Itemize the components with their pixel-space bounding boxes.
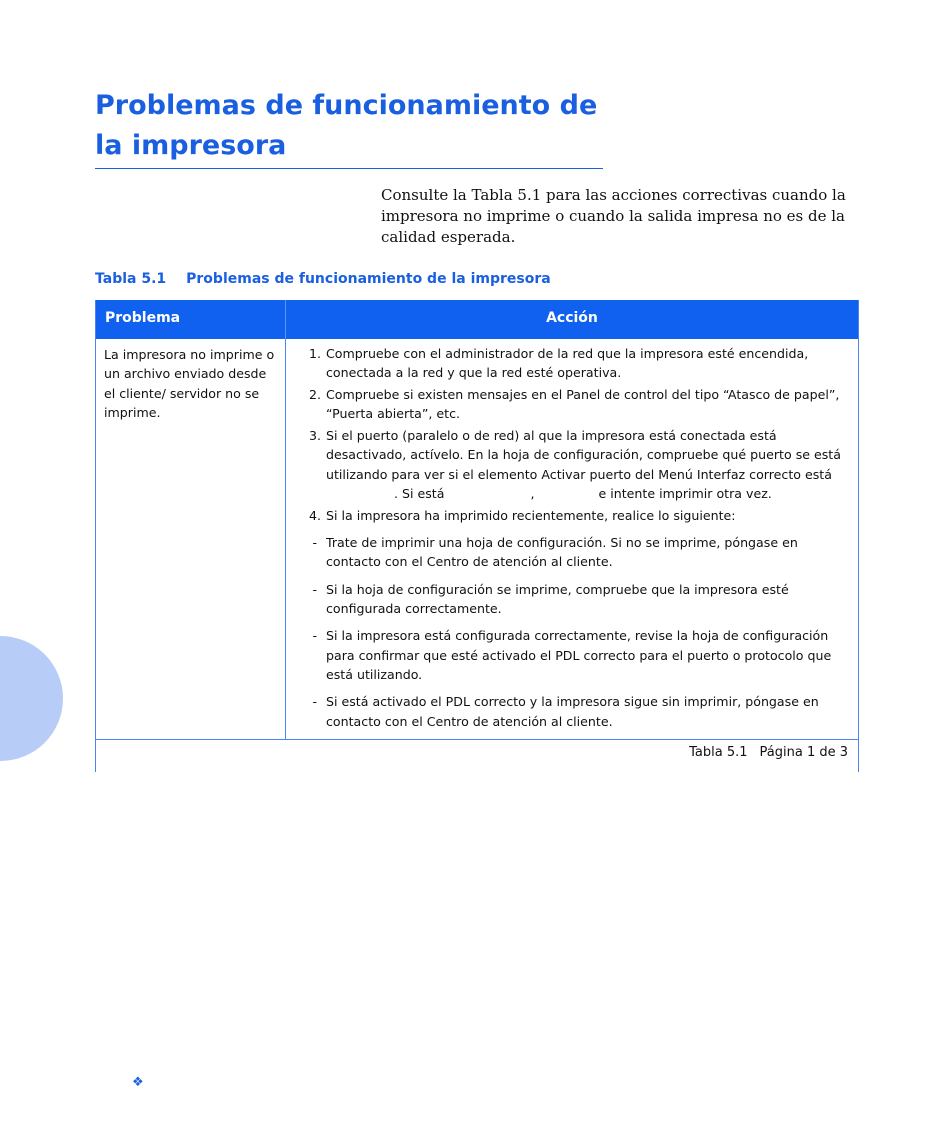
- substep-text: Si está activado el PDL correcto y la impresora sigue sin imprimir, póngase en contacto con el Centro de atención al cliente.: [326, 694, 819, 729]
- step-text-part-d: e intente imprimir otra vez.: [598, 486, 772, 502]
- table-caption-text: Problemas de funcionamiento de la impresora: [186, 271, 551, 287]
- page-title-line-2: la impresora: [95, 130, 287, 161]
- step-text-part-b: . Si está: [394, 486, 445, 502]
- page-title: [95, 86, 635, 166]
- action-step-2: [286, 385, 848, 424]
- action-cell: [286, 339, 858, 739]
- page-title-line-1: Problemas de funcionamiento de: [95, 90, 598, 121]
- action-step-3: [286, 426, 848, 503]
- action-substep-1: [286, 533, 848, 572]
- substep-text: Trate de imprimir una hoja de configuración. Si no se imprime, póngase en contacto con el Centro de atención al cliente.: [326, 535, 798, 570]
- header-action: Acción: [546, 310, 598, 326]
- step-number: 3.: [308, 428, 321, 444]
- troubleshooting-table: [95, 300, 859, 772]
- step-number: 2.: [308, 387, 321, 403]
- step-text: Si la impresora ha imprimido recientemente, realice lo siguiente:: [326, 507, 736, 523]
- substep-dash: -: [312, 535, 317, 551]
- intro-paragraph: Consulte la Tabla 5.1 para las acciones correctivas cuando la impresora no imprime o cuando la salida impresa no es de la calidad esperada.: [381, 186, 846, 246]
- step-number: 4.: [308, 507, 321, 523]
- substep-text: Si la hoja de configuración se imprime, compruebe que la impresora esté configurada correctamente.: [326, 581, 789, 617]
- table-page-indicator: [689, 745, 848, 760]
- substep-dash: -: [312, 628, 317, 644]
- header-problem: Problema: [96, 300, 286, 339]
- table-row: [96, 339, 858, 740]
- step-text-part-c: ,: [530, 486, 535, 502]
- footer-page-number: Página 1 de 3: [759, 744, 848, 760]
- diamond-bullet-icon: ❖: [132, 1075, 144, 1090]
- substep-dash: -: [312, 581, 317, 597]
- table-header-row: [96, 300, 858, 339]
- action-substep-2: [286, 580, 848, 619]
- action-step-4: [286, 506, 848, 525]
- table-caption: [95, 269, 551, 289]
- action-substep-3: [286, 626, 848, 684]
- substep-dash: -: [312, 694, 317, 710]
- problem-cell: La impresora no imprime o un archivo enviado desde el cliente/ servidor no se imprime.: [96, 339, 286, 739]
- step-number: 1.: [308, 346, 321, 361]
- substep-text: Si la impresora está configurada correctamente, revise la hoja de configuración para confirmar que esté activado el PDL correcto para el puerto o protocolo que está utilizando.: [326, 628, 832, 682]
- step-text: Compruebe con el administrador de la red que la impresora esté encendida, conectada a la red y que la red esté operativa.: [326, 346, 809, 381]
- table-caption-number: Tabla 5.1: [95, 271, 167, 287]
- footer-table-ref: Tabla 5.1: [689, 744, 748, 760]
- action-step-1: [286, 344, 848, 383]
- title-divider: [95, 168, 603, 169]
- chapter-side-tab: [0, 636, 63, 761]
- action-substep-4: [286, 692, 848, 731]
- step-text: Compruebe si existen mensajes en el Panel de control del tipo “Atasco de papel”, “Puerta abierta”, etc.: [326, 387, 840, 422]
- table-footer: [96, 740, 858, 772]
- step-text-part-a: Si el puerto (paralelo o de red) al que la impresora está conectada está desactivado, actívelo. En la hoja de configuración, compruebe qué puerto se está utilizando para ver si el elemento Activar puerto del Menú Interfaz correcto está: [326, 428, 841, 482]
- step-text: [326, 426, 848, 503]
